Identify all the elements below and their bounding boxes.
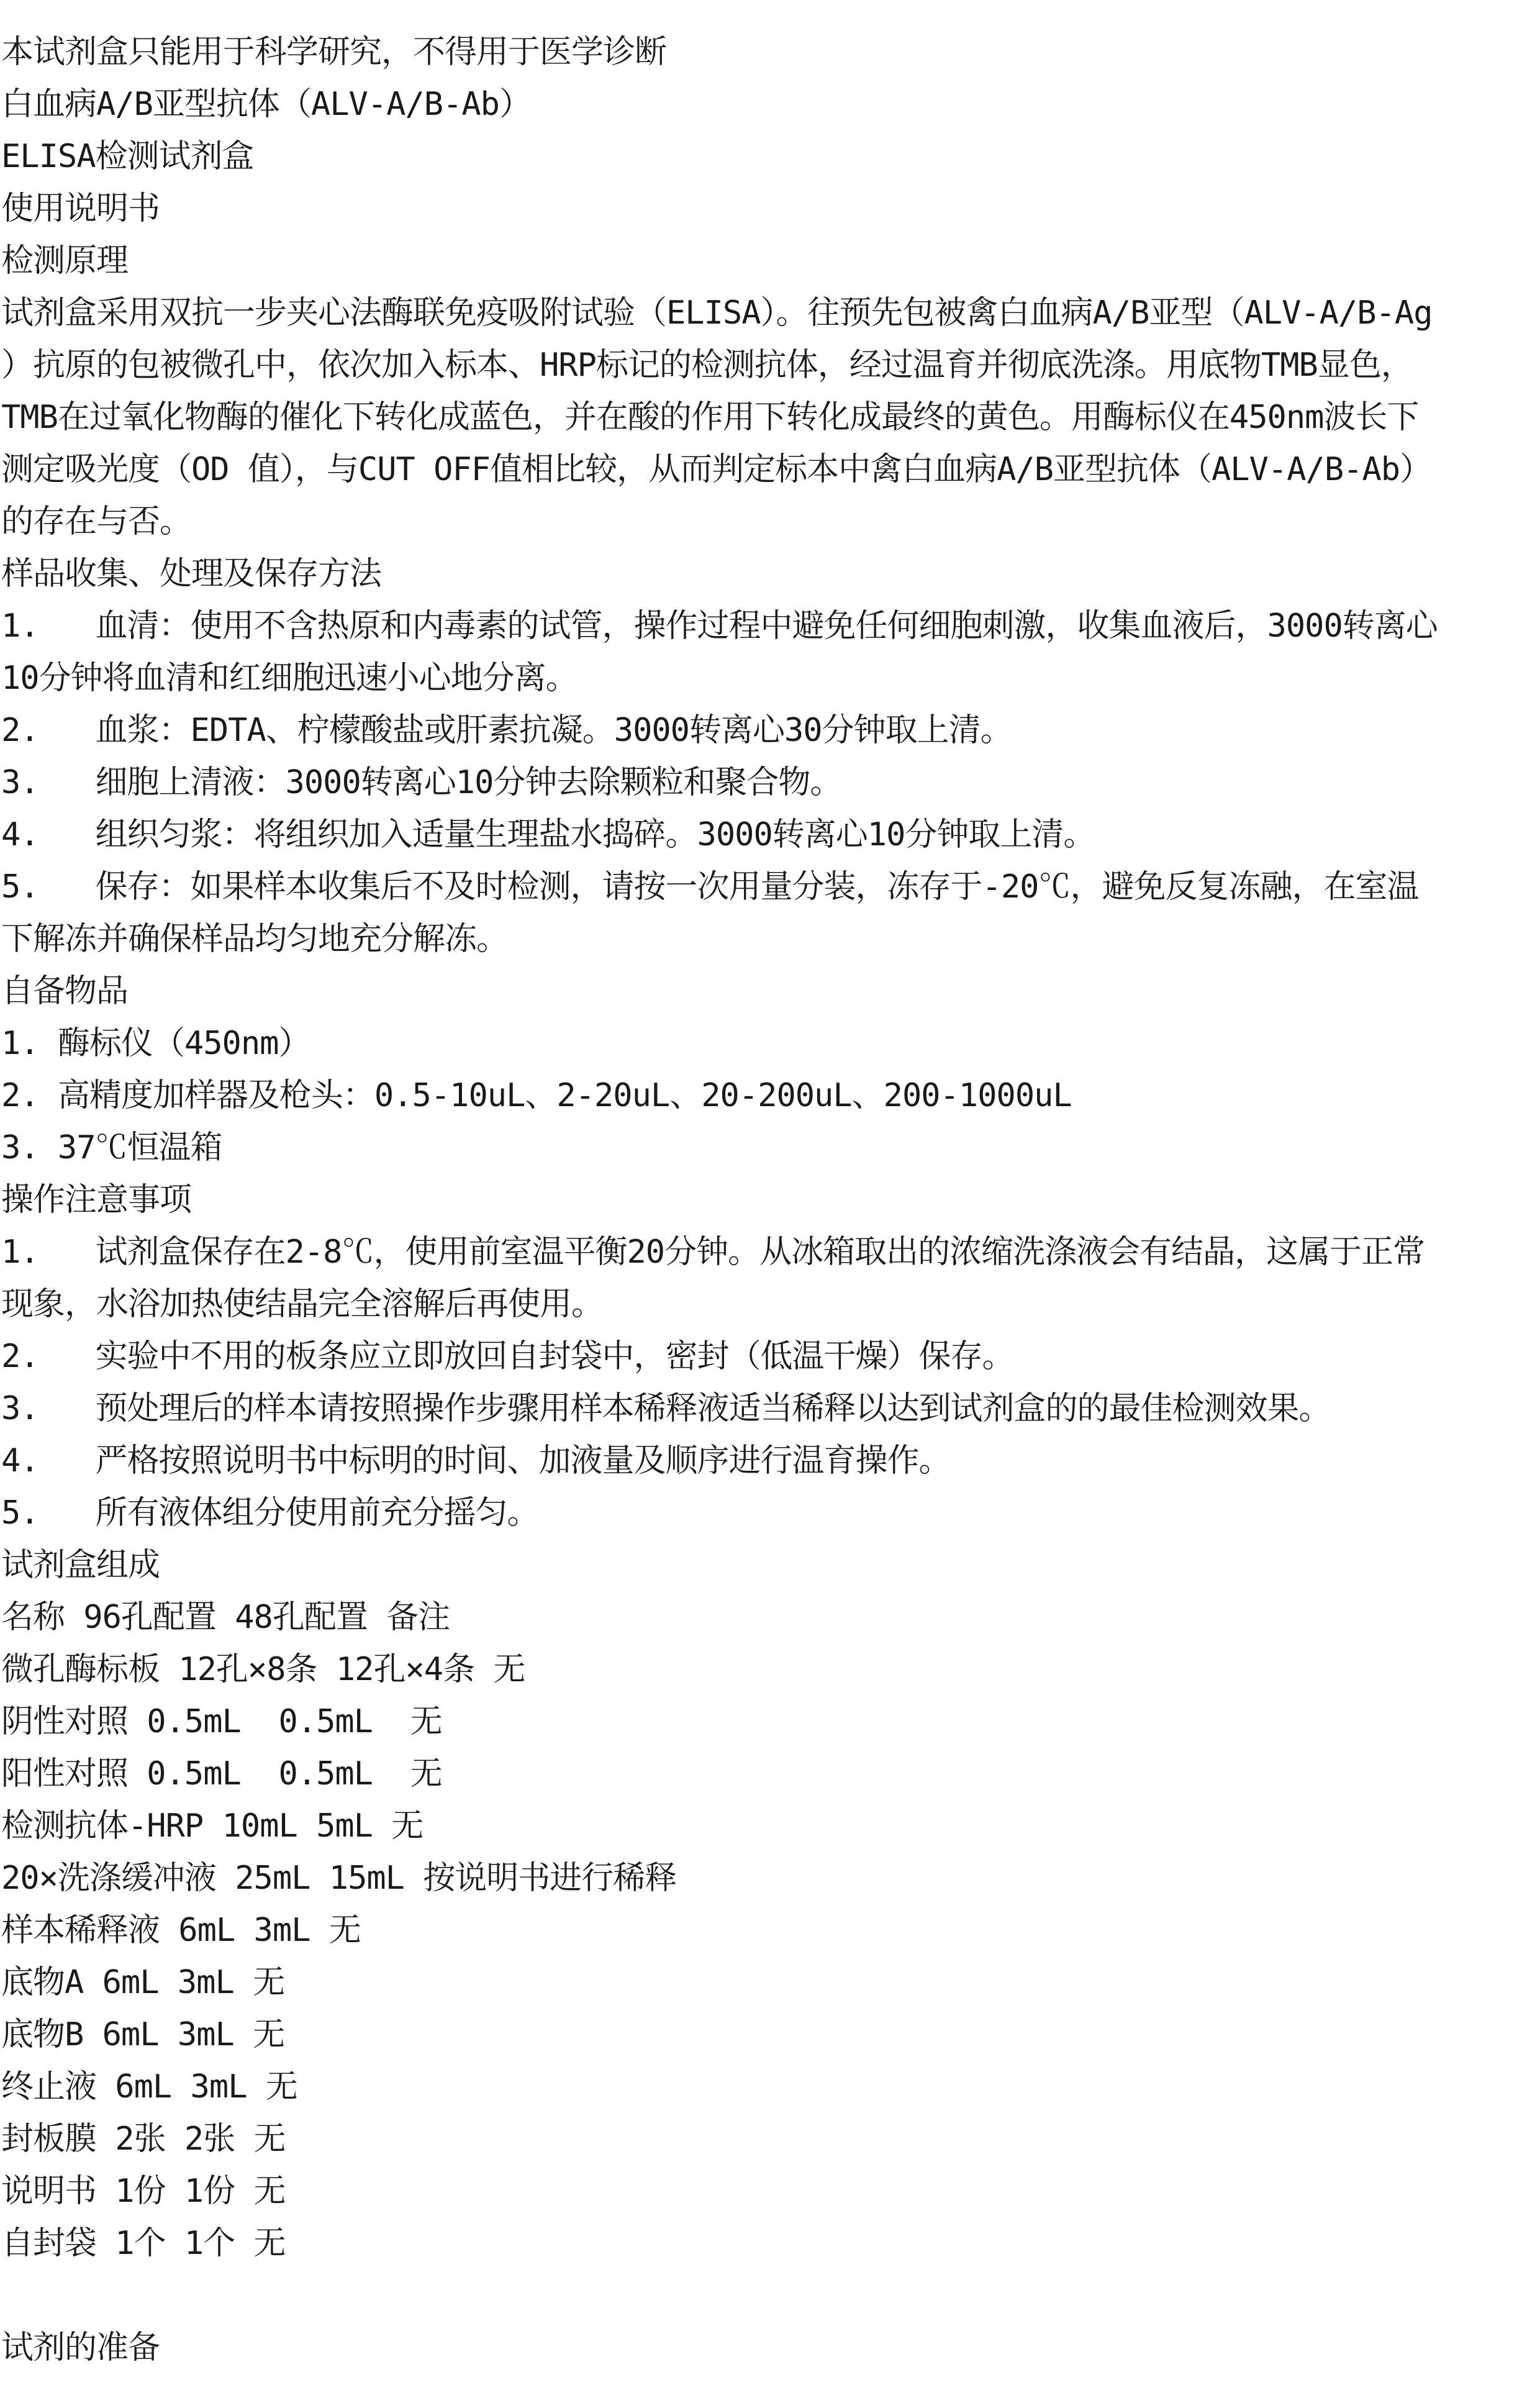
- principle-text-line: 试剂盒采用双抗一步夹心法酶联免疫吸附试验（ELISA）。往预先包被禽白血病A/B亚型（ALV-A/B-Ag: [1, 294, 1433, 332]
- precautions-list-item: 3. 预处理后的样本请按照操作步骤用样本稀释液适当稀释以达到试剂盒的的最佳检测效果。: [1, 1390, 1331, 1427]
- section-heading-principle: 检测原理: [1, 242, 129, 279]
- principle-text-line: 测定吸光度（OD 值），与CUT OFF值相比较，从而判定标本中禽白血病A/B亚型抗体（ALV-A/B-Ab）: [1, 451, 1432, 488]
- section-heading-precautions: 操作注意事项: [1, 1181, 192, 1219]
- components-row: 底物B 6mL 3mL 无: [1, 2016, 285, 2053]
- section-heading-materials: 自备物品: [1, 973, 129, 1010]
- precautions-list-item: 2. 实验中不用的板条应立即放回自封袋中，密封（低温干燥）保存。: [1, 1338, 1014, 1375]
- section-heading-kit-components: 试剂盒组成: [1, 1547, 160, 1584]
- disclaimer-line: 本试剂盒只能用于科学研究，不得用于医学诊断: [1, 34, 667, 71]
- components-row: 封板膜 2张 2张 无: [1, 2120, 286, 2158]
- precautions-list-item-continuation: 现象，水浴加热使结晶完全溶解后再使用。: [1, 1286, 604, 1323]
- sample-list-item-continuation: 10分钟将血清和红细胞迅速小心地分离。: [1, 660, 578, 697]
- components-row: 阳性对照 0.5mL 0.5mL 无: [1, 1755, 442, 1792]
- document-body: [1, 26, 1535, 2374]
- precautions-list-item: 4. 严格按照说明书中标明的时间、加液量及顺序进行温育操作。: [1, 1442, 951, 1479]
- materials-list-item: 3. 37℃恒温箱: [1, 1129, 222, 1166]
- components-row: 终止液 6mL 3mL 无: [1, 2068, 297, 2106]
- sample-list-item: 3. 细胞上清液：3000转离心10分钟去除颗粒和聚合物。: [1, 764, 842, 801]
- product-title-line: 白血病A/B亚型抗体（ALV-A/B-Ab）: [1, 86, 531, 123]
- components-row: 自封袋 1个 1个 无: [1, 2225, 286, 2262]
- components-header-row: 名称 96孔配置 48孔配置 备注: [1, 1599, 450, 1636]
- precautions-list-item: 5. 所有液体组分使用前充分摇匀。: [1, 1494, 539, 1532]
- product-subtitle-line: ELISA检测试剂盒: [1, 138, 254, 175]
- materials-list-item: 1. 酶标仪（450nm）: [1, 1025, 310, 1062]
- section-heading-sample-handling: 样品收集、处理及保存方法: [1, 555, 382, 593]
- components-row: 微孔酶标板 12孔×8条 12孔×4条 无: [1, 1651, 525, 1688]
- components-row: 阴性对照 0.5mL 0.5mL 无: [1, 1703, 442, 1740]
- blank-line: [1, 2269, 1535, 2322]
- sample-list-item-continuation: 下解冻并确保样品均匀地充分解冻。: [1, 920, 509, 958]
- sample-list-item: 5. 保存：如果样本收集后不及时检测，请按一次用量分装，冻存于-20℃，避免反复冻融，在室温: [1, 868, 1419, 906]
- components-row: 说明书 1份 1份 无: [1, 2173, 286, 2210]
- sample-list-item: 4. 组织匀浆：将组织加入适量生理盐水捣碎。3000转离心10分钟取上清。: [1, 816, 1095, 853]
- precautions-list-item: 1. 试剂盒保存在2-8℃，使用前室温平衡20分钟。从冰箱取出的浓缩洗涤液会有结晶，这属于正常: [1, 1233, 1425, 1271]
- sample-list-item: 2. 血浆：EDTA、柠檬酸盐或肝素抗凝。3000转离心30分钟取上清。: [1, 712, 1012, 749]
- principle-text-line: ）抗原的包被微孔中，依次加入标本、HRP标记的检测抗体，经过温育并彻底洗涤。用底物TMB显色，: [1, 347, 1413, 384]
- principle-text-line: 的存在与否。: [1, 503, 192, 540]
- section-heading-reagent-preparation: 试剂的准备: [1, 2329, 160, 2366]
- sample-list-item: 1. 血清：使用不含热原和内毒素的试管，操作过程中避免任何细胞刺激，收集血液后，3000转离心: [1, 607, 1438, 645]
- manual-heading: 使用说明书: [1, 190, 160, 227]
- principle-text-line: TMB在过氧化物酶的催化下转化成蓝色，并在酸的作用下转化成最终的黄色。用酶标仪在450nm波长下: [1, 399, 1419, 436]
- materials-list-item: 2. 高精度加样器及枪头：0.5-10uL、2-20uL、20-200uL、200-1000uL: [1, 1077, 1072, 1114]
- components-row: 样本稀释液 6mL 3mL 无: [1, 1912, 361, 1949]
- components-row: 检测抗体-HRP 10mL 5mL 无: [1, 1807, 424, 1845]
- components-row: 底物A 6mL 3mL 无: [1, 1964, 285, 2001]
- components-row: 20×洗涤缓冲液 25mL 15mL 按说明书进行稀释: [1, 1860, 677, 1897]
